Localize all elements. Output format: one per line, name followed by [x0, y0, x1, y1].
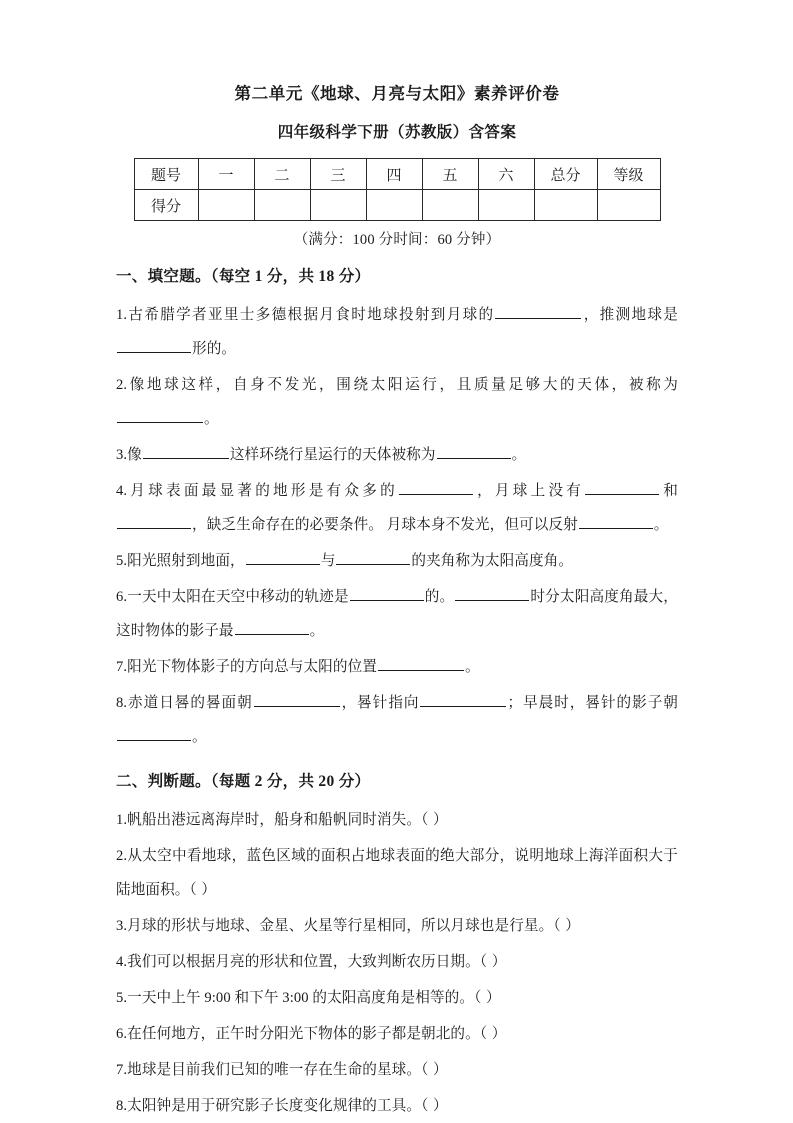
score-table-col-4: 四	[366, 159, 422, 190]
question-text-part: 这样环绕行星运行的天体被称为	[229, 446, 436, 463]
question-tf-7	[116, 1053, 678, 1087]
answer-parentheses[interactable]: （ ）	[479, 953, 507, 970]
answer-parentheses[interactable]: （ ）	[479, 1025, 507, 1042]
question-number: 3.	[116, 446, 128, 463]
question-text-part: 的。	[424, 588, 455, 605]
question-fill-6	[116, 580, 678, 648]
answer-blank[interactable]	[117, 336, 191, 353]
question-text-part: 。	[309, 622, 325, 639]
answer-blank[interactable]	[437, 442, 511, 459]
question-text-part: 。	[192, 728, 207, 745]
score-cell-3[interactable]	[310, 190, 366, 221]
question-fill-1	[116, 298, 678, 366]
question-number: 5.	[116, 989, 128, 1006]
question-number: 5.	[116, 552, 128, 569]
question-text-part: 。	[204, 410, 219, 427]
answer-parentheses[interactable]: （ ）	[421, 811, 449, 828]
score-cell-grade[interactable]	[597, 190, 660, 221]
score-table-col-total: 总分	[534, 159, 597, 190]
question-tf-6	[116, 1017, 678, 1051]
answer-blank[interactable]	[254, 690, 340, 707]
answer-parentheses[interactable]: （ ）	[474, 989, 502, 1006]
answer-parentheses[interactable]: （ ）	[421, 1061, 449, 1078]
question-number: 6.	[116, 588, 128, 605]
question-text-part: 像	[127, 446, 142, 463]
question-text-part: 月球表面最显著的地形是有众多的	[127, 482, 398, 499]
question-text-part: 赤道日晷的晷面朝	[127, 694, 253, 711]
question-number: 8.	[116, 694, 128, 711]
score-table	[134, 158, 661, 221]
question-text: 我们可以根据月亮的形状和位置，大致判断农历日期。	[127, 953, 480, 970]
answer-parentheses[interactable]: （ ）	[553, 917, 581, 934]
question-fill-8	[116, 686, 678, 754]
question-number: 4.	[116, 953, 128, 970]
question-number: 7.	[116, 658, 128, 675]
answer-blank[interactable]	[579, 512, 653, 529]
question-text: 帆船出港远离海岸时，船身和船帆同时消失。	[127, 811, 422, 828]
question-text-part: 和	[660, 482, 678, 499]
answer-blank[interactable]	[455, 584, 529, 601]
answer-blank[interactable]	[117, 406, 203, 423]
question-text-part: 。	[653, 516, 669, 533]
answer-blank[interactable]	[336, 548, 410, 565]
question-text-part: 与	[320, 552, 336, 569]
score-table-col-1: 一	[198, 159, 254, 190]
question-number: 3.	[116, 917, 128, 934]
score-cell-4[interactable]	[366, 190, 422, 221]
question-fill-7	[116, 650, 678, 684]
table-row-score	[134, 190, 660, 221]
question-text-part: 形的。	[192, 340, 237, 357]
question-tf-5	[116, 981, 678, 1015]
question-text: 在任何地方，正午时分阳光下物体的影子都是朝北的。	[127, 1025, 480, 1042]
question-text-part: 。	[464, 658, 480, 675]
answer-blank[interactable]	[117, 512, 191, 529]
question-text: 地球是目前我们已知的唯一存在生命的星球。	[127, 1061, 422, 1078]
question-text: 一天中上午 9:00 和下午 3:00 的太阳高度角是相等的。	[127, 989, 475, 1006]
answer-blank[interactable]	[420, 690, 506, 707]
question-text-part: ，晷针指向	[340, 694, 420, 711]
question-number: 1.	[116, 811, 128, 828]
question-text-part: 像地球这样，自身不发光，围绕太阳运行，且质量足够大的天体，被称为	[127, 376, 678, 393]
page-title: 第二单元《地球、月亮与太阳》素养评价卷	[234, 84, 560, 103]
score-cell-1[interactable]	[198, 190, 254, 221]
score-cell-total[interactable]	[534, 190, 597, 221]
question-fill-2	[116, 368, 678, 436]
score-table-col-2: 二	[254, 159, 310, 190]
question-text: 太阳钟是用于研究影子长度变化规律的工具。	[127, 1097, 422, 1114]
title-block	[116, 82, 678, 144]
question-text-part: 阳光照射到地面，	[127, 552, 245, 569]
section-heading-true-false: 二、判断题。（每题 2 分，共 20 分）	[116, 772, 371, 790]
question-text-part: ，缺乏生命存在的必要条件。 月球本身不发光，但可以反射	[192, 516, 578, 533]
score-table-row-label: 题号	[134, 159, 198, 190]
page-subtitle: 四年级科学下册（苏教版）含答案	[277, 123, 517, 141]
score-table-col-3: 三	[310, 159, 366, 190]
question-number: 6.	[116, 1025, 128, 1042]
answer-blank[interactable]	[585, 478, 659, 495]
score-cell-6[interactable]	[478, 190, 534, 221]
score-table-score-label: 得分	[134, 190, 198, 221]
answer-blank[interactable]	[235, 618, 309, 635]
question-number: 1.	[116, 306, 128, 323]
question-fill-5	[116, 544, 678, 578]
question-text-part: 一天中太阳在天空中移动的轨迹是	[127, 588, 349, 605]
table-row-header	[134, 159, 660, 190]
answer-blank[interactable]	[143, 442, 229, 459]
answer-blank[interactable]	[495, 302, 581, 319]
question-number: 2.	[116, 847, 128, 864]
score-table-col-6: 六	[478, 159, 534, 190]
question-fill-4	[116, 474, 678, 542]
question-text-part: 古希腊学者亚里士多德根据月食时地球投射到月球的	[127, 306, 495, 323]
answer-parentheses[interactable]: （ ）	[189, 881, 217, 898]
question-text-part: 时分太阳高度角最大，这时物体的影子最	[116, 588, 678, 639]
score-table-wrapper	[116, 158, 678, 221]
question-text: 从太空中看地球，蓝色区域的面积占地球表面的绝大部分，说明地球上海洋面积大于陆地面积。	[116, 847, 678, 898]
question-number: 4.	[116, 482, 128, 499]
answer-parentheses[interactable]: （ ）	[421, 1097, 449, 1114]
question-tf-4	[116, 945, 678, 979]
question-text: 月球的形状与地球、金星、火星等行星相同，所以月球也是行星。	[127, 917, 554, 934]
question-tf-8	[116, 1089, 678, 1123]
question-text-part: ；早晨时，晷针的影子朝	[507, 694, 678, 711]
question-text-part: 。	[511, 446, 527, 463]
question-number: 7.	[116, 1061, 128, 1078]
score-note: （满分：100 分时间：60 分钟）	[293, 232, 501, 248]
score-cell-2[interactable]	[254, 190, 310, 221]
question-number: 8.	[116, 1097, 128, 1114]
question-tf-1	[116, 803, 678, 837]
question-tf-2	[116, 839, 678, 907]
question-tf-3	[116, 909, 678, 943]
answer-blank[interactable]	[117, 724, 191, 741]
answer-blank[interactable]	[399, 478, 473, 495]
score-table-col-5: 五	[422, 159, 478, 190]
question-text-part: ，推测地球是	[582, 306, 678, 323]
answer-blank[interactable]	[378, 654, 464, 671]
question-text-part: 阳光下物体影子的方向总与太阳的位置	[127, 658, 377, 675]
score-table-col-grade: 等级	[597, 159, 660, 190]
question-text-part: ，月球上没有	[473, 482, 585, 499]
question-number: 2.	[116, 376, 128, 393]
answer-blank[interactable]	[350, 584, 424, 601]
question-text-part: 的夹角称为太阳高度角。	[411, 552, 574, 569]
answer-blank[interactable]	[246, 548, 320, 565]
question-fill-3	[116, 438, 678, 472]
score-cell-5[interactable]	[422, 190, 478, 221]
section-heading-fill-in-blank: 一、填空题。（每空 1 分，共 18 分）	[116, 268, 371, 285]
